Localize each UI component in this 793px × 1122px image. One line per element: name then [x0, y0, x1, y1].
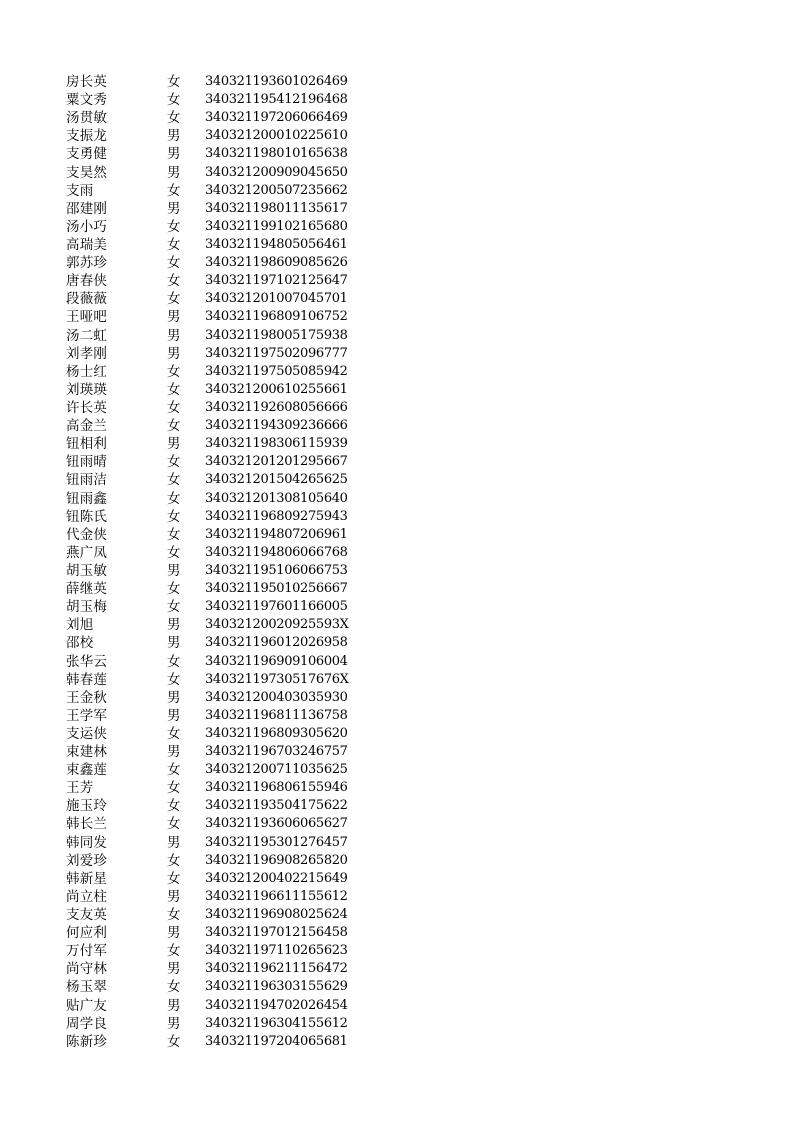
person-gender: 女: [167, 418, 181, 435]
person-name: 尚立柱: [66, 888, 108, 905]
person-gender: 女: [167, 110, 181, 127]
roster-row: [66, 218, 366, 236]
person-gender: 女: [167, 725, 181, 742]
roster-row: [66, 634, 366, 652]
roster-row: [66, 870, 366, 888]
person-name: 韩同发: [66, 834, 108, 851]
roster-row: [66, 254, 366, 272]
person-id-number: 340321194309236666: [205, 418, 348, 434]
person-id-number: 340321196809305620: [205, 725, 348, 741]
person-id-number: 34032120020925593X: [205, 617, 349, 633]
roster-row: [66, 978, 366, 996]
person-id-number: 340321198609085626: [205, 255, 348, 271]
roster-row: [66, 1015, 366, 1033]
roster-row: [66, 707, 366, 725]
person-name: 钮陈氏: [66, 508, 108, 525]
person-gender: 女: [167, 653, 181, 670]
roster-row: [66, 743, 366, 761]
roster-row: [66, 562, 366, 580]
person-gender: 女: [167, 544, 181, 561]
roster-row: [66, 182, 366, 200]
person-gender: 男: [167, 888, 181, 905]
person-name: 何应利: [66, 925, 108, 942]
person-name: 支雨: [66, 182, 94, 199]
person-id-number: 340321196909106004: [205, 653, 348, 669]
person-gender: 女: [167, 490, 181, 507]
person-id-number: 340321196611155612: [205, 888, 348, 904]
person-gender: 女: [167, 907, 181, 924]
person-id-number: 340321197012156458: [205, 925, 348, 941]
person-gender: 男: [167, 617, 181, 634]
person-name: 高金兰: [66, 418, 108, 435]
person-name: 王学军: [66, 707, 108, 724]
person-name: 刘爱珍: [66, 852, 108, 869]
person-id-number: 340321195412196468: [205, 92, 348, 108]
person-name: 汤二虹: [66, 327, 108, 344]
person-id-number: 340321192608056666: [205, 399, 348, 415]
person-name: 陈新珍: [66, 1033, 108, 1050]
person-gender: 女: [167, 762, 181, 779]
roster-row: [66, 834, 366, 852]
person-gender: 女: [167, 381, 181, 398]
roster-row: [66, 345, 366, 363]
roster-row: [66, 490, 366, 508]
roster-row: [66, 164, 366, 182]
person-gender: 女: [167, 1033, 181, 1050]
person-gender: 女: [167, 508, 181, 525]
roster-row: [66, 997, 366, 1015]
person-id-number: 340321196012026958: [205, 635, 348, 651]
roster-row: [66, 508, 366, 526]
person-name: 张华云: [66, 653, 108, 670]
person-id-number: 340321201308105640: [205, 490, 348, 506]
person-id-number: 340321197601166005: [205, 599, 348, 615]
person-id-number: 340321196303155629: [205, 979, 348, 995]
person-name: 燕广凤: [66, 544, 108, 561]
person-id-number: 340321196908265820: [205, 852, 348, 868]
person-name: 贴广友: [66, 997, 108, 1014]
person-id-number: 340321198010165638: [205, 146, 348, 162]
roster-row: [66, 779, 366, 797]
person-name: 粟文秀: [66, 92, 108, 109]
roster-row: [66, 417, 366, 435]
person-id-number: 340321197204065681: [205, 1033, 348, 1049]
person-id-number: 340321196908025624: [205, 907, 348, 923]
roster-row: [66, 127, 366, 145]
person-name: 段薇薇: [66, 291, 108, 308]
person-gender: 男: [167, 834, 181, 851]
roster-row: [66, 960, 366, 978]
person-id-number: 340321194807206961: [205, 526, 348, 542]
person-gender: 女: [167, 74, 181, 90]
person-gender: 男: [167, 128, 181, 145]
person-gender: 女: [167, 798, 181, 815]
roster-row: [66, 888, 366, 906]
person-name: 王芳: [66, 780, 94, 797]
person-gender: 女: [167, 273, 181, 290]
person-name: 支振龙: [66, 128, 108, 145]
person-id-number: 340321193504175622: [205, 798, 348, 814]
person-id-number: 340321201201295667: [205, 454, 348, 470]
person-name: 韩春莲: [66, 671, 108, 688]
person-gender: 女: [167, 454, 181, 471]
roster-row: [66, 689, 366, 707]
roster-row: [66, 73, 366, 91]
roster-row: [66, 852, 366, 870]
roster-row: [66, 598, 366, 616]
roster-row: [66, 580, 366, 598]
person-gender: 男: [167, 997, 181, 1014]
person-id-number: 340321198306115939: [205, 436, 348, 452]
person-name: 周学良: [66, 1015, 108, 1032]
roster-row: [66, 725, 366, 743]
person-id-number: 340321197505085942: [205, 363, 348, 379]
person-name: 支昊然: [66, 164, 108, 181]
person-id-number: 340321199102165680: [205, 218, 348, 234]
person-name: 代金侠: [66, 526, 108, 543]
person-name: 束鑫莲: [66, 762, 108, 779]
person-id-number: 340321196809275943: [205, 508, 348, 524]
person-id-number: 340321198011135617: [205, 200, 348, 216]
person-gender: 男: [167, 200, 181, 217]
person-name: 韩长兰: [66, 816, 108, 833]
roster-row: [66, 761, 366, 779]
roster-row: [66, 435, 366, 453]
person-id-number: 340321194806066768: [205, 544, 348, 560]
roster-row: [66, 381, 366, 399]
person-name: 邵建刚: [66, 200, 108, 217]
person-name: 胡玉敏: [66, 562, 108, 579]
roster-row: [66, 924, 366, 942]
person-gender: 女: [167, 816, 181, 833]
roster-row: [66, 526, 366, 544]
person-gender: 男: [167, 707, 181, 724]
person-gender: 女: [167, 943, 181, 960]
roster-row: [66, 236, 366, 254]
roster-row: [66, 308, 366, 326]
person-id-number: 340321196703246757: [205, 744, 348, 760]
roster-row: [66, 327, 366, 345]
person-name: 万付军: [66, 943, 108, 960]
roster-row: [66, 906, 366, 924]
person-name: 钮相利: [66, 436, 108, 453]
person-gender: 男: [167, 925, 181, 942]
person-id-number: 340321200610255661: [205, 381, 348, 397]
person-id-number: 340321197110265623: [205, 943, 348, 959]
person-gender: 女: [167, 399, 181, 416]
person-id-number: 340321198005175938: [205, 327, 348, 343]
person-gender: 男: [167, 327, 181, 344]
person-id-number: 340321200402215649: [205, 870, 348, 886]
person-id-number: 340321196806155946: [205, 780, 348, 796]
person-id-number: 340321200909045650: [205, 164, 348, 180]
roster-row: [66, 399, 366, 417]
person-name: 支运侠: [66, 725, 108, 742]
person-name: 杨士红: [66, 363, 108, 380]
person-name: 刘瑛瑛: [66, 381, 108, 398]
person-id-number: 340321200711035625: [205, 762, 348, 778]
roster-list: [66, 73, 366, 1051]
person-gender: 男: [167, 689, 181, 706]
person-id-number: 340321195106066753: [205, 562, 348, 578]
person-gender: 男: [167, 146, 181, 163]
person-id-number: 340321195010256667: [205, 581, 348, 597]
person-id-number: 340321196211156472: [205, 961, 348, 977]
roster-row: [66, 942, 366, 960]
person-gender: 男: [167, 635, 181, 652]
roster-row: [66, 272, 366, 290]
person-name: 束建林: [66, 744, 108, 761]
person-gender: 男: [167, 744, 181, 761]
person-name: 胡玉梅: [66, 599, 108, 616]
person-name: 汤小巧: [66, 218, 108, 235]
roster-row: [66, 471, 366, 489]
roster-row: [66, 145, 366, 163]
person-id-number: 340321197502096777: [205, 345, 348, 361]
roster-row: [66, 671, 366, 689]
roster-row: [66, 363, 366, 381]
person-gender: 男: [167, 562, 181, 579]
person-gender: 女: [167, 581, 181, 598]
person-name: 王哑吧: [66, 309, 108, 326]
person-gender: 女: [167, 182, 181, 199]
person-gender: 男: [167, 436, 181, 453]
roster-row: [66, 797, 366, 815]
person-gender: 女: [167, 979, 181, 996]
roster-row: [66, 91, 366, 109]
person-name: 邵校: [66, 635, 94, 652]
person-gender: 女: [167, 255, 181, 272]
person-gender: 女: [167, 852, 181, 869]
person-name: 郭苏珍: [66, 255, 108, 272]
person-id-number: 340321193601026469: [205, 74, 348, 89]
roster-row: [66, 109, 366, 127]
person-gender: 男: [167, 1015, 181, 1032]
person-gender: 女: [167, 671, 181, 688]
person-id-number: 340321195301276457: [205, 834, 348, 850]
person-id-number: 340321201504265625: [205, 472, 348, 488]
person-id-number: 340321194805056461: [205, 236, 348, 252]
person-name: 王金秋: [66, 689, 108, 706]
person-name: 唐春侠: [66, 273, 108, 290]
person-id-number: 340321200010225610: [205, 128, 348, 144]
roster-row: [66, 290, 366, 308]
person-id-number: 340321197206066469: [205, 110, 348, 126]
person-id-number: 340321201007045701: [205, 291, 348, 307]
person-name: 钮雨洁: [66, 472, 108, 489]
roster-row: [66, 1033, 366, 1051]
person-name: 薛继英: [66, 581, 108, 598]
person-gender: 男: [167, 961, 181, 978]
person-id-number: 340321194702026454: [205, 997, 348, 1013]
person-gender: 女: [167, 870, 181, 887]
person-id-number: 340321200507235662: [205, 182, 348, 198]
person-gender: 女: [167, 526, 181, 543]
person-name: 韩新星: [66, 870, 108, 887]
person-id-number: 340321200403035930: [205, 689, 348, 705]
person-gender: 女: [167, 92, 181, 109]
person-gender: 女: [167, 236, 181, 253]
person-gender: 女: [167, 599, 181, 616]
person-name: 刘孝刚: [66, 345, 108, 362]
person-id-number: 340321196809106752: [205, 309, 348, 325]
person-name: 施玉玲: [66, 798, 108, 815]
person-gender: 男: [167, 309, 181, 326]
person-gender: 女: [167, 291, 181, 308]
person-name: 杨玉翠: [66, 979, 108, 996]
roster-row: [66, 453, 366, 471]
person-name: 刘旭: [66, 617, 94, 634]
person-gender: 女: [167, 780, 181, 797]
roster-row: [66, 815, 366, 833]
person-gender: 男: [167, 345, 181, 362]
person-name: 高瑞美: [66, 236, 108, 253]
roster-row: [66, 200, 366, 218]
person-name: 支友英: [66, 907, 108, 924]
roster-row: [66, 653, 366, 671]
roster-row: [66, 544, 366, 562]
person-gender: 女: [167, 472, 181, 489]
person-id-number: 34032119730517676X: [205, 671, 349, 687]
person-id-number: 340321196811136758: [205, 707, 348, 723]
person-name: 汤贯敏: [66, 110, 108, 127]
person-id-number: 340321196304155612: [205, 1015, 348, 1031]
person-name: 支勇健: [66, 146, 108, 163]
person-name: 房长英: [66, 74, 108, 90]
person-id-number: 340321197102125647: [205, 273, 348, 289]
person-name: 钮雨晴: [66, 454, 108, 471]
person-id-number: 340321193606065627: [205, 816, 348, 832]
person-gender: 女: [167, 218, 181, 235]
person-gender: 女: [167, 363, 181, 380]
roster-row: [66, 616, 366, 634]
person-gender: 男: [167, 164, 181, 181]
person-name: 许长英: [66, 399, 108, 416]
person-name: 钮雨鑫: [66, 490, 108, 507]
person-name: 尚守林: [66, 961, 108, 978]
